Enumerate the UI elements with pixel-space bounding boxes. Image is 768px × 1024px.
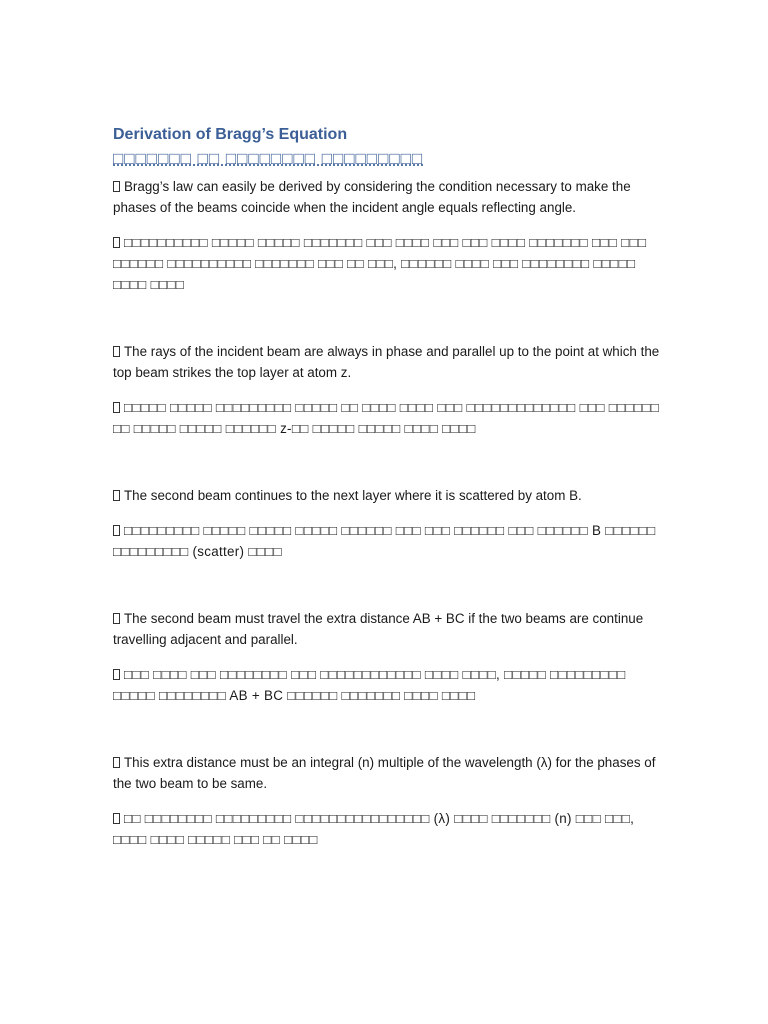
paragraph-bengali	[113, 520, 661, 562]
section-5	[113, 752, 661, 850]
paragraph-bengali	[113, 232, 661, 295]
bullet-icon	[113, 490, 120, 501]
paragraph-text: □□□ □□□□ □□□ □□□□□□□□ □□□ □□□□□□□□□□□□ □□□□ □□□□, □□□□□ □□□□□□□□□ □□□□□ □□□□□□□□ AB + BC □□□□□□ □□□□□□□ □□□□ □□□□	[113, 667, 626, 703]
bullet-icon	[113, 346, 120, 357]
paragraph-text: Bragg’s law can easily be derived by considering the condition necessary to make the phases of the beams coincide when the incident angle equals reflecting angle.	[113, 179, 631, 215]
bullet-icon	[113, 757, 120, 768]
bullet-icon	[113, 813, 120, 824]
paragraph-text: □□ □□□□□□□□ □□□□□□□□□ □□□□□□□□□□□□□□□□ (λ) □□□□ □□□□□□□ (n) □□□ □□□, □□□□ □□□□ □□□□□ □□□ □□ □□□□	[113, 811, 635, 847]
paragraph-english	[113, 176, 661, 218]
paragraph-english	[113, 608, 661, 650]
paragraph-bengali	[113, 808, 661, 850]
bullet-icon	[113, 669, 120, 680]
paragraph-text: The second beam must travel the extra distance AB + BC if the two beams are continue travelling adjacent and parallel.	[113, 611, 644, 647]
bullet-icon	[113, 402, 120, 413]
bullet-icon	[113, 237, 120, 248]
section-4	[113, 608, 661, 706]
bullet-icon	[113, 613, 120, 624]
paragraph-english	[113, 341, 661, 383]
document-subtitle: □□□□□□□ □□ □□□□□□□□ □□□□□□□□□	[113, 149, 424, 168]
paragraph-text: This extra distance must be an integral (n) multiple of the wavelength (λ) for the phases of the two beam to be same.	[113, 755, 656, 791]
bullet-icon	[113, 181, 120, 192]
paragraph-bengali	[113, 397, 661, 439]
document-page	[113, 124, 661, 850]
paragraph-text: □□□□□□□□□□ □□□□□ □□□□□ □□□□□□□ □□□ □□□□ □□□ □□□ □□□□ □□□□□□□ □□□ □□□ □□□□□□ □□□□□□□□□□ □□□□□□□ □□□ □□ □□□, □□□□□□ □□□□ □□□ □□□□□□□□ □□□□□ □□□□ □□□□	[113, 235, 647, 292]
paragraph-text: The second beam continues to the next layer where it is scattered by atom B.	[124, 488, 582, 503]
section-1	[113, 176, 661, 295]
paragraph-text: □□□□□ □□□□□ □□□□□□□□□ □□□□□ □□ □□□□ □□□□ □□□ □□□□□□□□□□□□□ □□□ □□□□□□ □□ □□□□□ □□□□□ □□□□□□ z-□□ □□□□□ □□□□□ □□□□ □□□□	[113, 400, 660, 436]
paragraph-text: □□□□□□□□□ □□□□□ □□□□□ □□□□□ □□□□□□ □□□ □□□ □□□□□□ □□□ □□□□□□ B □□□□□□ □□□□□□□□□ (scatter) □□□□	[113, 523, 656, 559]
paragraph-english	[113, 752, 661, 794]
paragraph-english	[113, 485, 661, 506]
paragraph-bengali	[113, 664, 661, 706]
document-title: Derivation of Bragg’s Equation	[113, 126, 348, 143]
paragraph-text: The rays of the incident beam are always in phase and parallel up to the point at which the top beam strikes the top layer at atom z.	[113, 344, 660, 380]
section-2	[113, 341, 661, 439]
bullet-icon	[113, 525, 120, 536]
section-3	[113, 485, 661, 562]
